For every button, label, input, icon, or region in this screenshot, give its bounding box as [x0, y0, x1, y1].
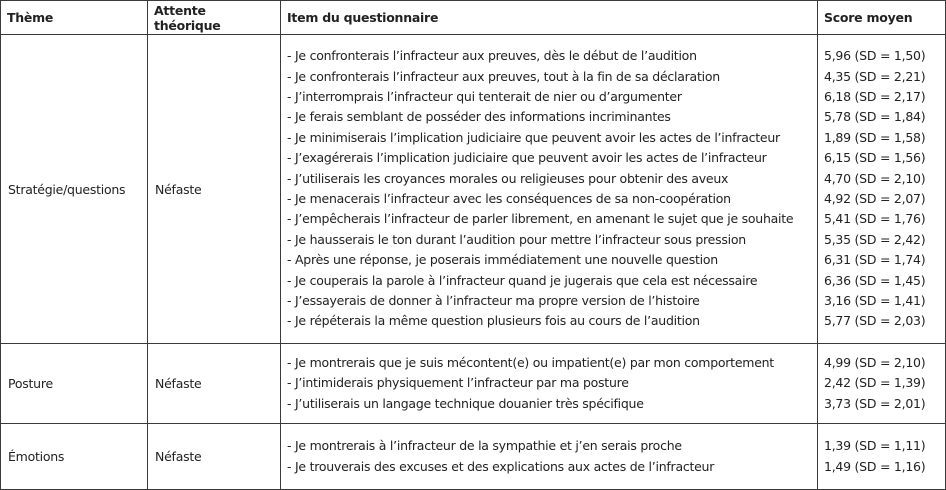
item-text: - J’interromprais l’infracteur qui tenterait de nier ou d’argumenter: [287, 89, 682, 105]
score-value: 3,16 (SD = 1,41): [824, 292, 926, 308]
score-value: 6,18 (SD = 2,17): [824, 89, 926, 105]
score-value: 5,35 (SD = 2,42): [824, 231, 926, 247]
item-text: - Je confronterais l’infracteur aux preuves, tout à la fin de sa déclaration: [287, 68, 720, 84]
score-value: 5,96 (SD = 1,50): [824, 48, 926, 64]
item-text: - J’intimiderais physiquement l’infracteur par ma posture: [287, 375, 629, 391]
item-text: - J’exagérerais l’implication judiciaire que peuvent avoir les actes de l’infracteur: [287, 150, 767, 166]
items-cell: [281, 424, 818, 490]
score-value: 6,15 (SD = 1,56): [824, 150, 926, 166]
item-text: - Après une réponse, je poserais immédiatement une nouvelle question: [287, 252, 718, 268]
item-text: - Je montrerais à l’infracteur de la sympathie et j’en serais proche: [287, 438, 682, 454]
items-cell: [281, 35, 818, 344]
header-attente: Attente théorique: [148, 1, 281, 35]
table-row-group: [1, 344, 946, 424]
item-text: - Je couperais la parole à l’infracteur quand je jugerais que cela est nécessaire: [287, 272, 758, 288]
score-value: 3,73 (SD = 2,01): [824, 395, 926, 411]
item-text: - Je menacerais l’infracteur avec les conséquences de sa non-coopération: [287, 191, 731, 206]
score-value: 5,78 (SD = 1,84): [824, 109, 926, 125]
scores-cell: [818, 424, 946, 490]
table-row-group: [1, 424, 946, 490]
score-value: 4,99 (SD = 2,10): [824, 354, 926, 370]
scores-cell: [818, 344, 946, 424]
item-text: - J’utiliserais un langage technique douanier très spécifique: [287, 395, 644, 411]
score-value: 5,77 (SD = 2,03): [824, 313, 926, 329]
header-row: [1, 1, 946, 35]
item-text: - Je répéterais la même question plusieurs fois au cours de l’audition: [287, 313, 700, 329]
score-value: 4,35 (SD = 2,21): [824, 68, 926, 84]
header-theme: Thème: [1, 1, 148, 35]
item-text: - J’essayerais de donner à l’infracteur ma propre version de l’histoire: [287, 292, 700, 308]
header-score: Score moyen: [818, 1, 946, 35]
item-text: - J’utiliserais les croyances morales ou religieuses pour obtenir des aveux: [287, 170, 729, 186]
header-item: Item du questionnaire: [281, 1, 818, 35]
attente-cell: Néfaste: [148, 344, 281, 424]
score-value: 1,89 (SD = 1,58): [824, 129, 926, 145]
item-text: - Je trouverais des excuses et des explications aux actes de l’infracteur: [287, 458, 715, 474]
score-value: 2,42 (SD = 1,39): [824, 375, 926, 391]
item-text: - Je minimiserais l’implication judiciaire que peuvent avoir les actes de l’infracteur: [287, 129, 780, 145]
score-value: 4,92 (SD = 2,07): [824, 191, 926, 206]
score-value: 1,39 (SD = 1,11): [824, 438, 926, 454]
item-text: - J’empêcherais l’infracteur de parler librement, en amenant le sujet que je souhaite: [287, 211, 794, 227]
scores-cell: [818, 35, 946, 344]
item-text: - Je ferais semblant de posséder des informations incriminantes: [287, 109, 671, 125]
theme-cell: Émotions: [1, 424, 148, 490]
score-value: 6,36 (SD = 1,45): [824, 272, 926, 288]
item-text: - Je montrerais que je suis mécontent(e) ou impatient(e) par mon comportement: [287, 354, 774, 370]
score-value: 6,31 (SD = 1,74): [824, 252, 926, 268]
score-value: 4,70 (SD = 2,10): [824, 170, 926, 186]
attente-cell: Néfaste: [148, 35, 281, 344]
item-text: - Je hausserais le ton durant l’audition pour mettre l’infracteur sous pression: [287, 231, 746, 247]
score-value: 5,41 (SD = 1,76): [824, 211, 926, 227]
theme-cell: Posture: [1, 344, 148, 424]
table-row-group: [1, 35, 946, 344]
items-cell: [281, 344, 818, 424]
item-text: - Je confronterais l’infracteur aux preuves, dès le début de l’audition: [287, 48, 697, 64]
attente-cell: Néfaste: [148, 424, 281, 490]
theme-cell: Stratégie/questions: [1, 35, 148, 344]
score-value: 1,49 (SD = 1,16): [824, 458, 926, 474]
